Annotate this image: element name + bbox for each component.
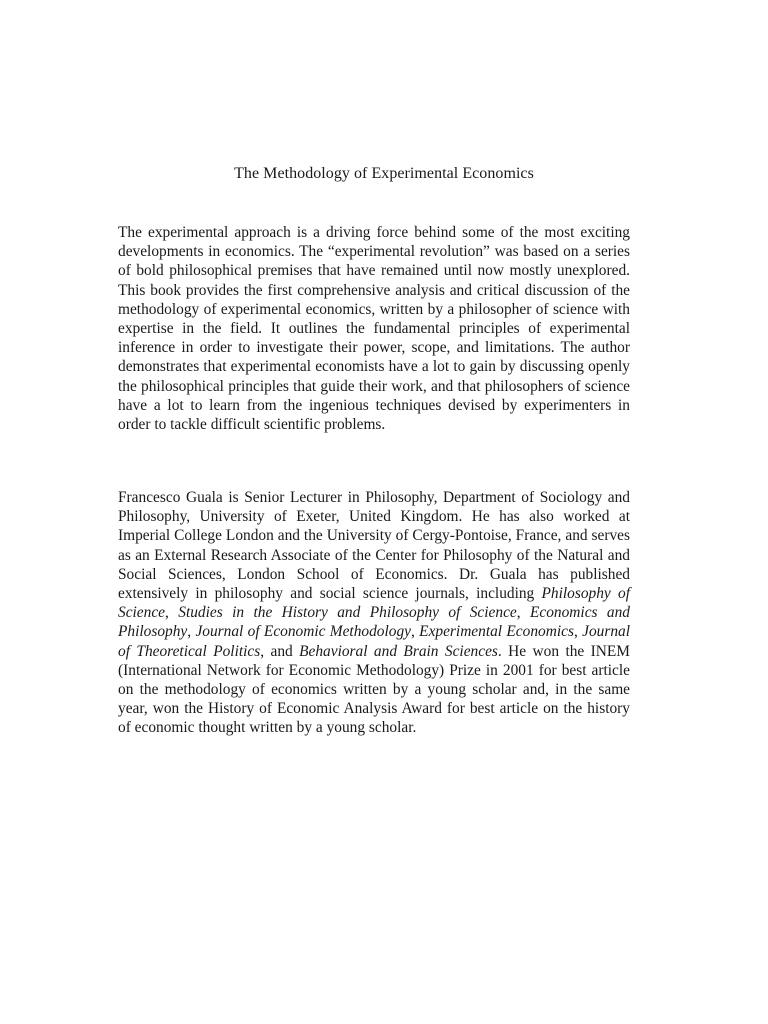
bio-text: Francesco Guala is Senior Lecturer in Philosophy, Department of Sociology and Philosophy, University of Exeter, United Kingdom. He has also worked at Imperial College London and the University of Cergy-Pontoise, France, and serves as an External Research Associate of the Center for Philosophy of the Natural and Social Sciences, London School of Economics. Dr. Guala has published extensively in philosophy and social science journals, including	[118, 489, 630, 603]
journal-title: Economics and Philosophy	[118, 604, 630, 641]
page-title: The Methodology of Experimental Economics	[234, 165, 534, 182]
journal-title: Studies in the History and Philosophy of Science	[178, 604, 517, 622]
book-description: The experimental approach is a driving force behind some of the most exciting developments in economics. The “experimental revolution” was based on a series of bold philosophical premises that have remained until now mostly unexplored. This book provides the first comprehensive analysis and critical discussion of the methodology of experimental economics, written by a philosopher of science with expertise in the field. It outlines the fundamental principles of experimental inference in order to investigate their power, scope, and limitations. The author demonstrates that experimental economists have a lot to gain by discussing openly the philosophical principles that guide their work, and that philosophers of science have a lot to learn from the ingenious techniques devised by experimenters in order to tackle difficult scientific problems.	[118, 224, 630, 434]
separator: , and	[260, 642, 300, 660]
journal-title: Journal of Theoretical Politics	[118, 623, 630, 660]
journal-title: Journal of Economic Methodology	[195, 623, 411, 641]
separator: ,	[411, 623, 420, 641]
journal-title: Behavioral and Brain Sciences	[299, 642, 498, 660]
journal-title: Philosophy of Science	[118, 585, 630, 622]
bio-text: . He won the INEM (International Network for Economic Methodology) Prize in 2001 for best article on the methodology of economics written by a young scholar and, in the same year, won the History of Economic Analysis Award for best article on the history of economic thought written by a young scholar.	[118, 642, 630, 737]
journal-title: Experimental Economics	[419, 623, 574, 641]
separator: ,	[187, 623, 196, 641]
author-bio	[118, 488, 630, 738]
separator: ,	[516, 604, 530, 622]
separator: ,	[165, 604, 179, 622]
separator: ,	[573, 623, 583, 641]
